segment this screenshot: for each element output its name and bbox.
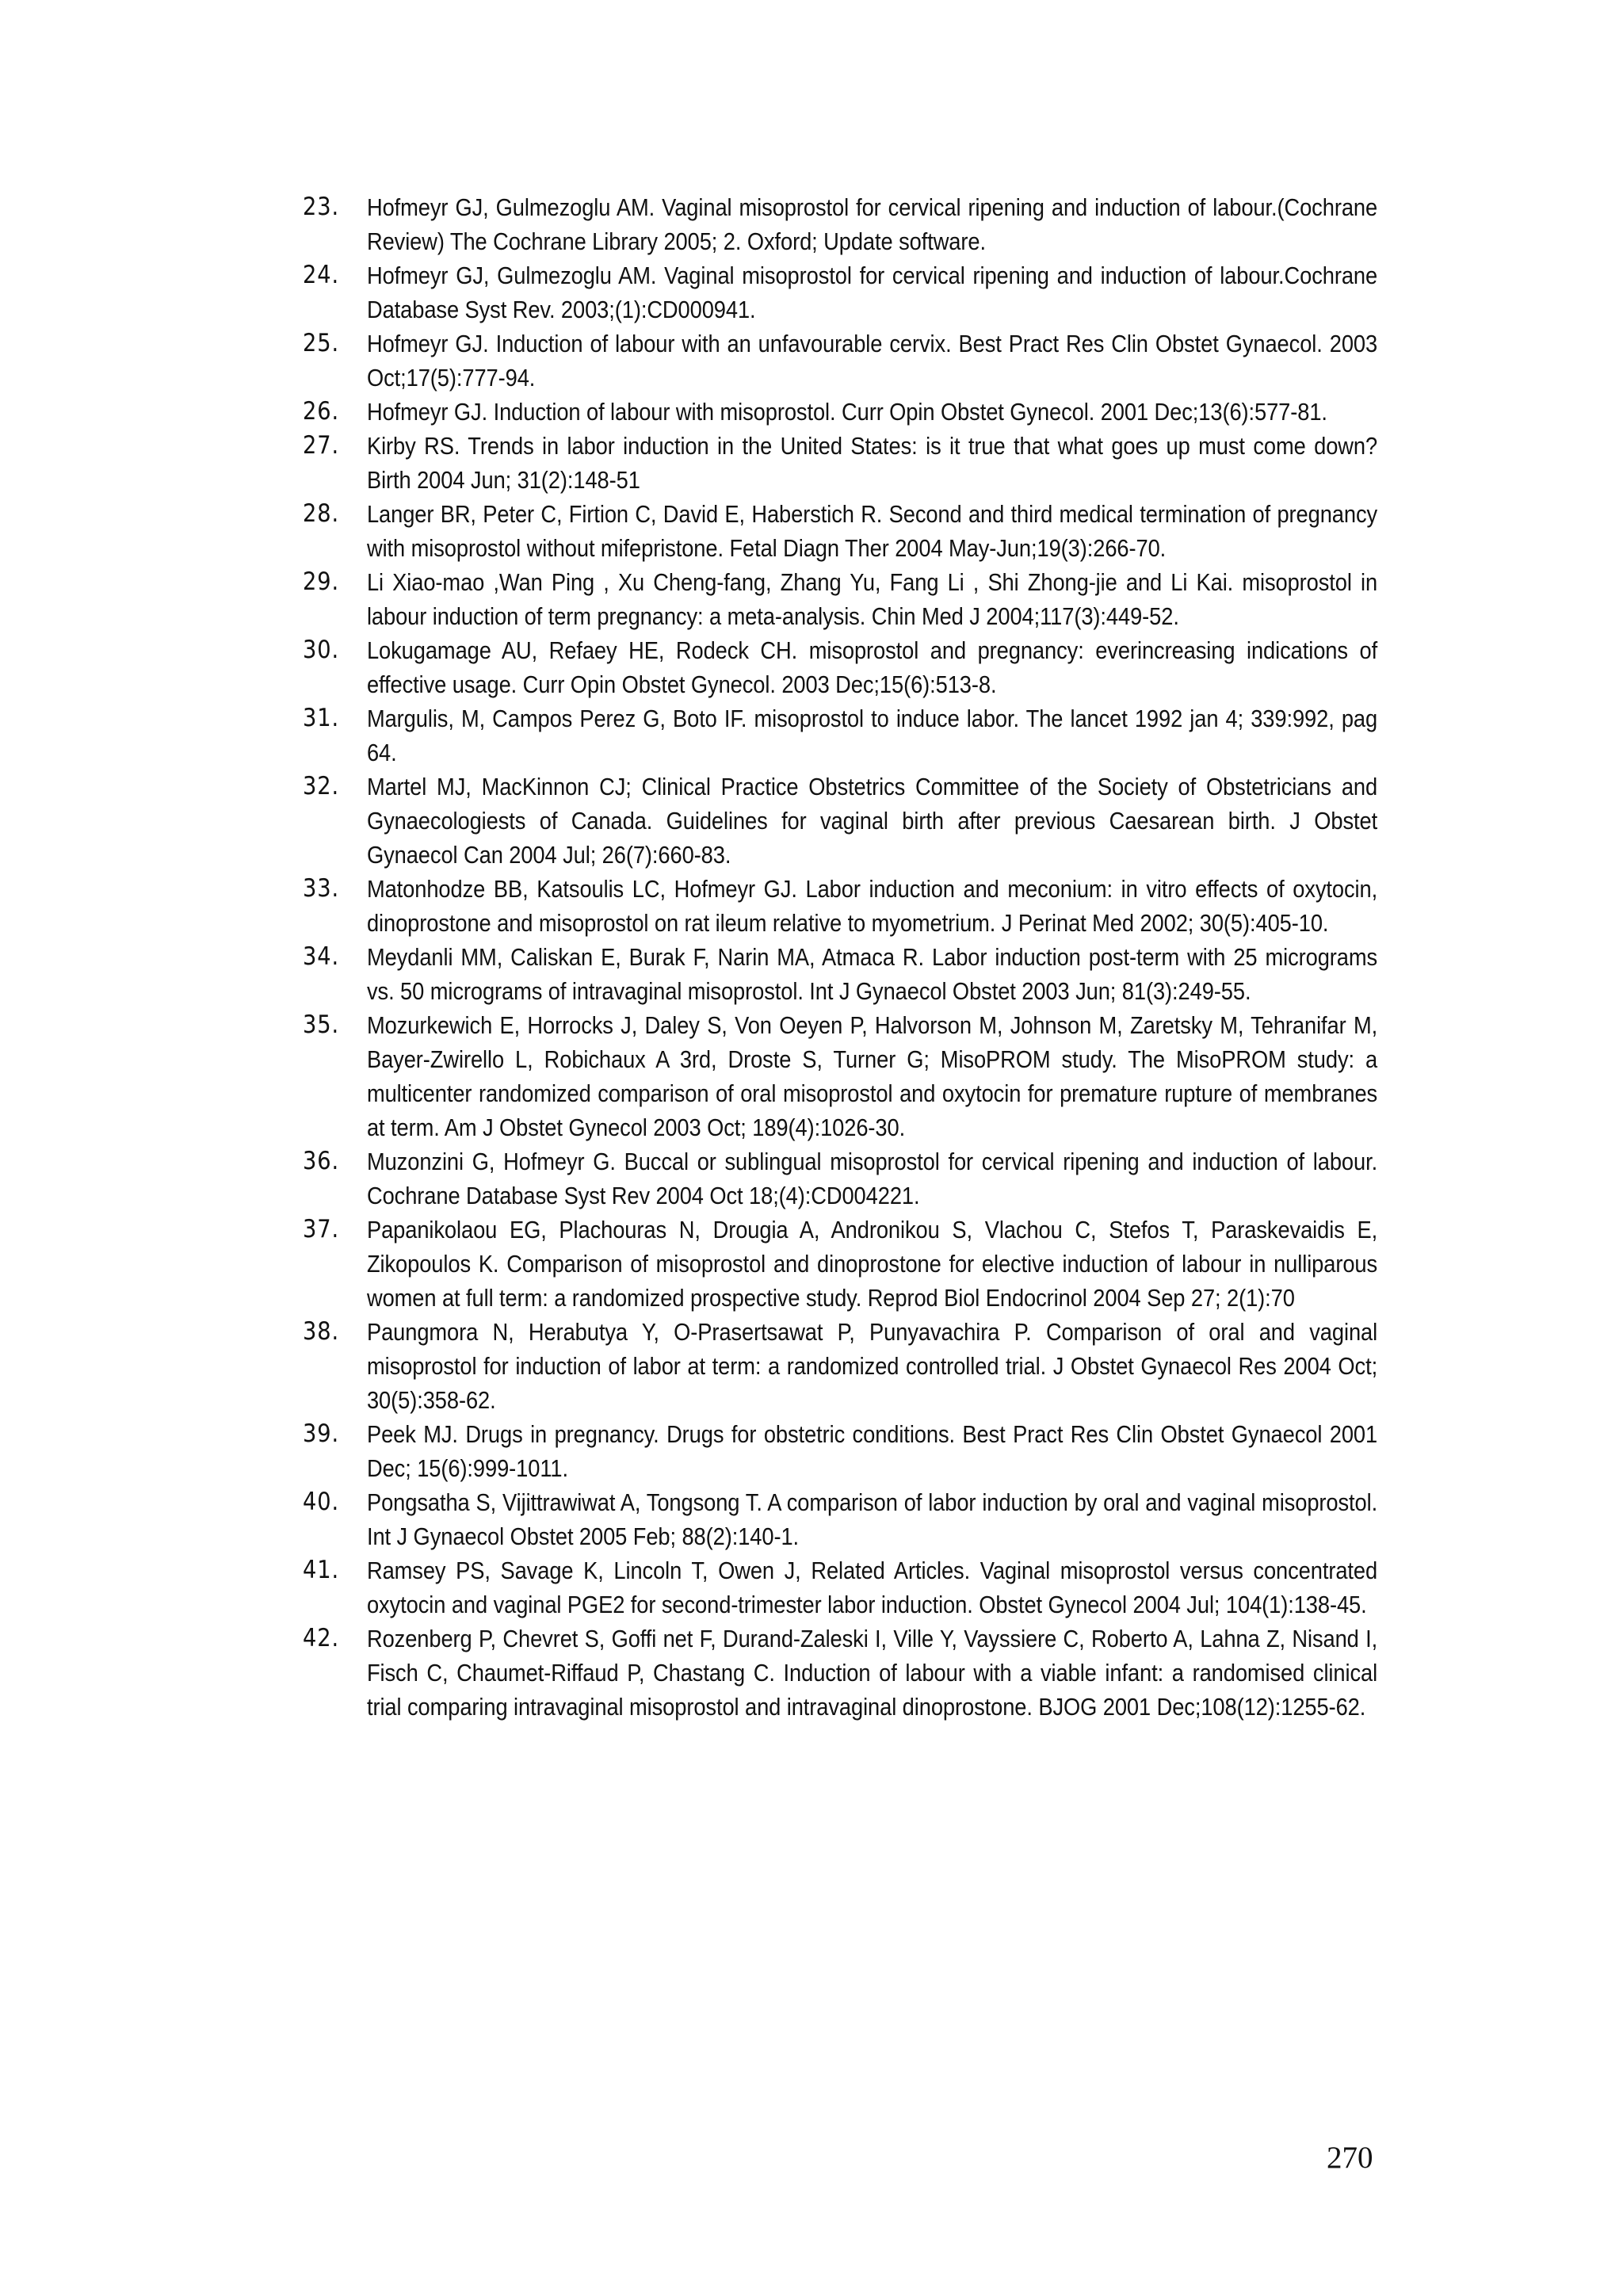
reference-item — [303, 770, 1377, 872]
reference-number: 34. — [303, 942, 340, 971]
reference-item — [303, 940, 1377, 1008]
reference-number: 27. — [303, 431, 340, 460]
reference-text: Mozurkewich E, Horrocks J, Daley S, Von Oeyen P, Halvorson M, Johnson M, Zaretsky M, Tehranifar M, Bayer-Zwirello L, Robichaux A 3rd, Droste S, Turner G; MisoPROM study. The MisoPROM study: a multicenter randomized comparison of oral misoprostol and oxytocin for premature rupture of membranes at term. Am J Obstet Gynecol 2003 Oct; 189(4):1026-30. — [366, 1011, 1378, 1141]
reference-text: Ramsey PS, Savage K, Lincoln T, Owen J, Related Articles. Vaginal misoprostol versus concentrated oxytocin and vaginal PGE2 for second-trimester labor induction. Obstet Gynecol 2004 Jul; 104(1):138-45. — [366, 1557, 1378, 1618]
reference-number: 35. — [303, 1010, 340, 1039]
reference-text: Hofmeyr GJ, Gulmezoglu AM. Vaginal misoprostol for cervical ripening and induction of labour.Cochrane Database Syst Rev. 2003;(1):CD000941. — [366, 262, 1378, 323]
reference-text: Langer BR, Peter C, Firtion C, David E, Haberstich R. Second and third medical termination of pregnancy with misoprostol without mifepristone. Fetal Diagn Ther 2004 May-Jun;19(3):266-70. — [366, 500, 1378, 562]
reference-item — [303, 258, 1377, 327]
reference-text: Hofmeyr GJ. Induction of labour with misoprostol. Curr Opin Obstet Gynecol. 2001 Dec;13(6):577-81. — [366, 398, 1327, 426]
reference-item — [303, 565, 1377, 633]
reference-text: Muzonzini G, Hofmeyr G. Buccal or sublingual misoprostol for cervical ripening and induction of labour. Cochrane Database Syst Rev 2004 Oct 18;(4):CD004221. — [366, 1148, 1378, 1209]
page-number: 270 — [1327, 2141, 1373, 2175]
reference-item — [303, 1213, 1377, 1315]
reference-item — [303, 395, 1377, 429]
reference-number: 32. — [303, 772, 340, 800]
reference-text: Lokugamage AU, Refaey HE, Rodeck CH. misoprostol and pregnancy: everincreasing indications of effective usage. Curr Opin Obstet Gynecol. 2003 Dec;15(6):513-8. — [366, 636, 1378, 698]
reference-number: 28. — [303, 499, 340, 528]
reference-text: Kirby RS. Trends in labor induction in the United States: is it true that what goes up must come down? Birth 2004 Jun; 31(2):148-51 — [366, 432, 1378, 494]
reference-item — [303, 1315, 1377, 1417]
reference-text: Papanikolaou EG, Plachouras N, Drougia A, Andronikou S, Vlachou C, Stefos T, Paraskevaidis E, Zikopoulos K. Comparison of misoprostol and dinoprostone for elective induction of labour in nulliparous women at full term: a randomized prospective study. Reprod Biol Endocrinol 2004 Sep 27; 2(1):70 — [366, 1216, 1378, 1312]
reference-text: Margulis, M, Campos Perez G, Boto IF. misoprostol to induce labor. The lancet 1992 jan 4; 339:992, pag 64. — [366, 705, 1378, 766]
reference-text: Li Xiao-mao ,Wan Ping , Xu Cheng-fang, Zhang Yu, Fang Li , Shi Zhong-jie and Li Kai. misoprostol in labour induction of term pregnancy: a meta-analysis. Chin Med J 2004;117(3):449-52. — [366, 568, 1378, 630]
reference-number: 31. — [303, 704, 340, 732]
reference-number: 24. — [303, 261, 340, 289]
reference-number: 39. — [303, 1419, 340, 1448]
reference-item — [303, 327, 1377, 395]
reference-number: 37. — [303, 1215, 340, 1244]
reference-number: 36. — [303, 1147, 340, 1175]
reference-item — [303, 1485, 1377, 1553]
reference-text: Martel MJ, MacKinnon CJ; Clinical Practice Obstetrics Committee of the Society of Obstetricians and Gynaecologiests of Canada. Guidelines for vaginal birth after previous Caesarean birth. J Obstet Gynaecol Can 2004 Jul; 26(7):660-83. — [366, 773, 1378, 869]
reference-text: Hofmeyr GJ, Gulmezoglu AM. Vaginal misoprostol for cervical ripening and induction of labour.(Cochrane Review) The Cochrane Library 2005; 2. Oxford; Update software. — [366, 193, 1378, 255]
reference-number: 42. — [303, 1624, 340, 1652]
reference-number: 29. — [303, 567, 340, 596]
reference-item — [303, 633, 1377, 701]
reference-item — [303, 1008, 1377, 1144]
reference-text: Meydanli MM, Caliskan E, Burak F, Narin MA, Atmaca R. Labor induction post-term with 25 micrograms vs. 50 micrograms of intravaginal misoprostol. Int J Gynaecol Obstet 2003 Jun; 81(3):249-55. — [366, 943, 1378, 1005]
reference-item — [303, 190, 1377, 258]
reference-number: 25. — [303, 329, 340, 357]
reference-number: 26. — [303, 397, 340, 426]
reference-text: Matonhodze BB, Katsoulis LC, Hofmeyr GJ. Labor induction and meconium: in vitro effects of oxytocin, dinoprostone and misoprostol on rat ileum relative to myometrium. J Perinat Med 2002; 30(5):405-10. — [366, 875, 1378, 937]
reference-item — [303, 1417, 1377, 1485]
reference-item — [303, 1144, 1377, 1213]
reference-item — [303, 1622, 1377, 1724]
reference-text: Peek MJ. Drugs in pregnancy. Drugs for obstetric conditions. Best Pract Res Clin Obstet Gynaecol 2001 Dec; 15(6):999-1011. — [366, 1420, 1378, 1482]
reference-number: 30. — [303, 636, 340, 664]
reference-item — [303, 429, 1377, 497]
reference-text: Hofmeyr GJ. Induction of labour with an unfavourable cervix. Best Pract Res Clin Obstet Gynaecol. 2003 Oct;17(5):777-94. — [366, 330, 1378, 392]
reference-list — [303, 190, 1377, 1724]
reference-item — [303, 497, 1377, 565]
reference-number: 38. — [303, 1317, 340, 1346]
reference-number: 23. — [303, 193, 340, 221]
reference-number: 33. — [303, 874, 340, 903]
reference-number: 41. — [303, 1556, 340, 1584]
reference-number: 40. — [303, 1488, 340, 1516]
reference-item — [303, 1553, 1377, 1622]
reference-text: Pongsatha S, Vijittrawiwat A, Tongsong T. A comparison of labor induction by oral and vaginal misoprostol. Int J Gynaecol Obstet 2005 Feb; 88(2):140-1. — [366, 1488, 1378, 1550]
reference-text: Rozenberg P, Chevret S, Goffi net F, Durand-Zaleski I, Ville Y, Vayssiere C, Roberto A, Lahna Z, Nisand I, Fisch C, Chaumet-Riffaud P, Chastang C. Induction of labour with a viable infant: a randomised clinical trial comparing intravaginal misoprostol and intravaginal dinoprostone. BJOG 2001 Dec;108(12):1255-62. — [366, 1625, 1378, 1721]
reference-item — [303, 701, 1377, 770]
reference-item — [303, 872, 1377, 940]
reference-text: Paungmora N, Herabutya Y, O-Prasertsawat P, Punyavachira P. Comparison of oral and vaginal misoprostol for induction of labor at term: a randomized controlled trial. J Obstet Gynaecol Res 2004 Oct; 30(5):358-62. — [366, 1318, 1378, 1414]
